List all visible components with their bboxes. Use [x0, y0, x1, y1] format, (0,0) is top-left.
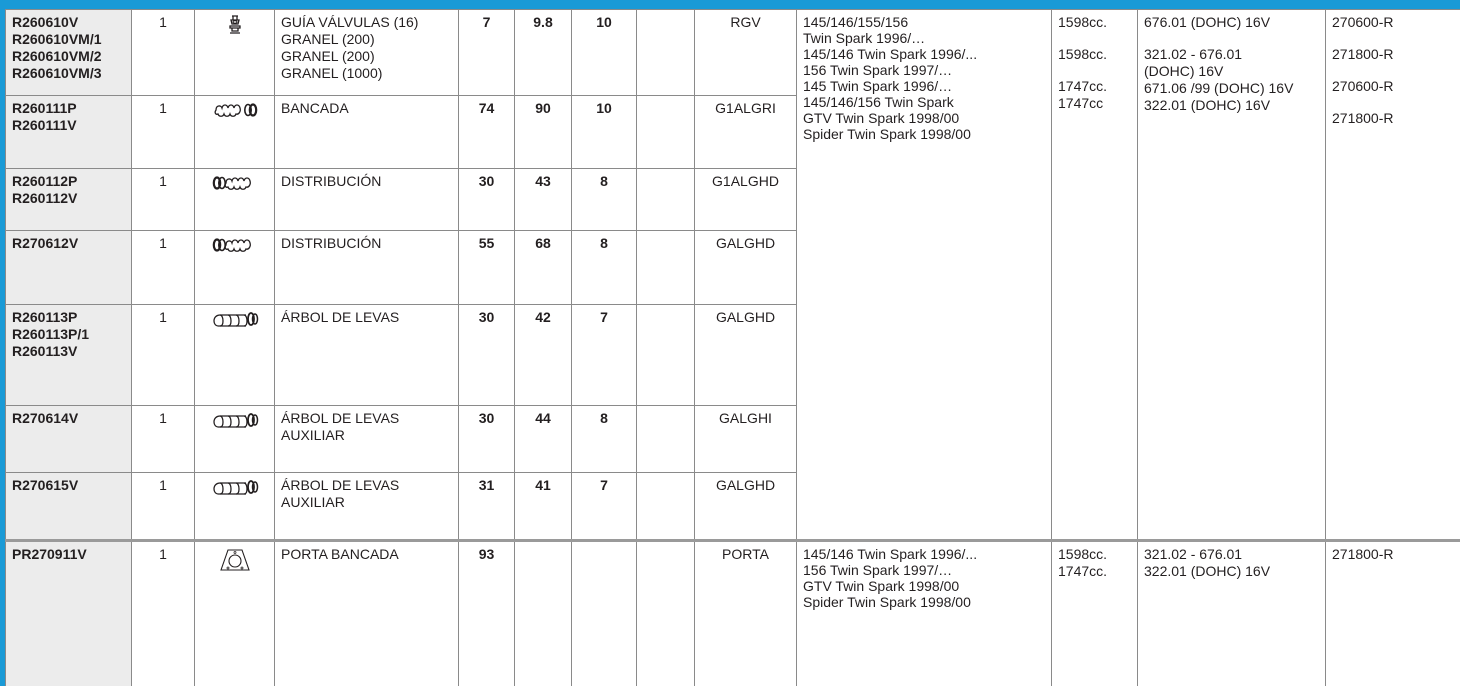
part-description: ÁRBOL DE LEVAS: [281, 410, 400, 426]
dimension-c: 8: [572, 406, 637, 473]
dimension-b: 41: [515, 473, 572, 541]
quantity-cell: 1: [132, 169, 195, 231]
description-cell: [275, 169, 459, 231]
dimension-d: [637, 169, 695, 231]
engine-code: (DOHC) 16V: [1144, 63, 1224, 79]
part-description: GUÍA VÁLVULAS (16): [281, 14, 419, 30]
dimension-b: 44: [515, 406, 572, 473]
timing-bearing-icon: [212, 235, 258, 255]
part-description: DISTRIBUCIÓN: [281, 173, 382, 189]
table-row: [6, 10, 1460, 96]
dimension-b: 90: [515, 96, 572, 169]
dimension-c: [572, 541, 637, 686]
description-cell: [275, 305, 459, 406]
reference-cell: [6, 96, 132, 169]
application-line: 145/146/155/156: [803, 14, 909, 30]
reference-number: R270614V: [12, 410, 79, 426]
camshaft-icon: [211, 477, 259, 497]
dimension-c: 10: [572, 10, 637, 96]
part-code: GALGHD: [695, 231, 797, 305]
part-image-cell: [195, 96, 275, 169]
table-row: [6, 541, 1460, 686]
engine-code: 671.06 /99 (DOHC) 16V: [1144, 80, 1294, 96]
part-image-cell: [195, 169, 275, 231]
dimension-c: 8: [572, 169, 637, 231]
reference-number: R260610V: [12, 14, 79, 30]
application-line: GTV Twin Spark 1998/00: [803, 110, 960, 126]
dimension-d: [637, 541, 695, 686]
dimension-c: 7: [572, 305, 637, 406]
part-description: GRANEL (200): [281, 48, 375, 64]
application-line: Spider Twin Spark 1998/00: [803, 126, 971, 142]
part-description: AUXILIAR: [281, 494, 345, 510]
part-image-cell: [195, 473, 275, 541]
displacement-value: 1747cc.: [1058, 78, 1108, 94]
application-line: 145/146/156 Twin Spark: [803, 94, 954, 110]
engine-cell: [1138, 541, 1326, 686]
quantity-cell: 1: [132, 473, 195, 541]
description-cell: [275, 10, 459, 96]
engine-code: 322.01 (DOHC) 16V: [1144, 97, 1271, 113]
engine-code: 321.02 - 676.01: [1144, 546, 1243, 562]
bearing-holder-icon: [218, 546, 252, 574]
oem-reference: 271800-R: [1332, 46, 1394, 62]
reference-number: R270615V: [12, 477, 79, 493]
part-description: BANCADA: [281, 100, 349, 116]
displacement-value: 1747cc.: [1058, 563, 1108, 579]
displacement-cell: [1052, 10, 1138, 541]
reference-number: R260111P: [12, 100, 77, 116]
dimension-d: [637, 406, 695, 473]
dimension-a: 30: [459, 305, 515, 406]
description-cell: [275, 96, 459, 169]
displacement-value: 1598cc.: [1058, 546, 1108, 562]
application-line: 156 Twin Spark 1997/…: [803, 562, 953, 578]
reference-number: R270612V: [12, 235, 79, 251]
application-line: 156 Twin Spark 1997/…: [803, 62, 953, 78]
part-description: ÁRBOL DE LEVAS: [281, 477, 400, 493]
dimension-a: 55: [459, 231, 515, 305]
reference-number: R260112P: [12, 173, 78, 189]
dimension-a: 93: [459, 541, 515, 686]
dimension-c: 8: [572, 231, 637, 305]
dimension-d: [637, 231, 695, 305]
oem-cell: [1326, 10, 1460, 541]
application-line: Spider Twin Spark 1998/00: [803, 594, 971, 610]
displacement-value: 1598cc.: [1058, 46, 1108, 62]
description-cell: [275, 473, 459, 541]
dimension-b: 68: [515, 231, 572, 305]
oem-reference: 271800-R: [1332, 110, 1394, 126]
camshaft-icon: [211, 309, 259, 329]
part-code: G1ALGHD: [695, 169, 797, 231]
part-description: GRANEL (1000): [281, 65, 383, 81]
part-description: DISTRIBUCIÓN: [281, 235, 382, 251]
quantity-cell: 1: [132, 231, 195, 305]
application-line: Twin Spark 1996/…: [803, 30, 926, 46]
reference-cell: [6, 473, 132, 541]
reference-cell: [6, 305, 132, 406]
dimension-b: 43: [515, 169, 572, 231]
parts-table: [5, 9, 1460, 686]
main-bearing-icon: [212, 100, 258, 120]
quantity-cell: 1: [132, 406, 195, 473]
reference-cell: [6, 541, 132, 686]
part-description: ÁRBOL DE LEVAS: [281, 309, 400, 325]
parts-catalog-frame: [5, 9, 1460, 686]
reference-cell: [6, 169, 132, 231]
quantity-cell: 1: [132, 541, 195, 686]
oem-cell: [1326, 541, 1460, 686]
engine-code: 676.01 (DOHC) 16V: [1144, 14, 1271, 30]
part-image-cell: [195, 406, 275, 473]
part-code: GALGHI: [695, 406, 797, 473]
part-code: G1ALGRI: [695, 96, 797, 169]
part-code: GALGHD: [695, 473, 797, 541]
camshaft-icon: [211, 410, 259, 430]
engine-code: 322.01 (DOHC) 16V: [1144, 563, 1271, 579]
reference-number: R260112V: [12, 190, 78, 206]
description-cell: [275, 541, 459, 686]
reference-number: R260111V: [12, 117, 77, 133]
displacement-value: 1747cc: [1058, 95, 1104, 111]
displacement-value: 1598cc.: [1058, 14, 1108, 30]
dimension-d: [637, 96, 695, 169]
description-cell: [275, 231, 459, 305]
oem-reference: 270600-R: [1332, 14, 1394, 30]
dimension-b: [515, 541, 572, 686]
reference-number: R260113P/1: [12, 326, 90, 342]
reference-number: R260610VM/3: [12, 65, 102, 81]
quantity-cell: 1: [132, 305, 195, 406]
dimension-b: 42: [515, 305, 572, 406]
quantity-cell: 1: [132, 96, 195, 169]
reference-number: PR270911V: [12, 546, 87, 562]
dimension-a: 31: [459, 473, 515, 541]
dimension-b: 9.8: [515, 10, 572, 96]
oem-reference: 270600-R: [1332, 78, 1394, 94]
dimension-d: [637, 305, 695, 406]
dimension-c: 10: [572, 96, 637, 169]
description-cell: [275, 406, 459, 473]
dimension-a: 74: [459, 96, 515, 169]
dimension-a: 30: [459, 169, 515, 231]
timing-bearing-icon: [212, 173, 258, 193]
part-code: PORTA: [695, 541, 797, 686]
engine-cell: [1138, 10, 1326, 541]
application-line: 145/146 Twin Spark 1996/...: [803, 546, 978, 562]
reference-number: R260610VM/1: [12, 31, 102, 47]
valve-guide-icon: [225, 14, 245, 36]
dimension-d: [637, 473, 695, 541]
reference-number: R260113V: [12, 343, 78, 359]
reference-cell: [6, 10, 132, 96]
part-code: RGV: [695, 10, 797, 96]
dimension-c: 7: [572, 473, 637, 541]
part-image-cell: [195, 541, 275, 686]
displacement-cell: [1052, 541, 1138, 686]
reference-cell: [6, 231, 132, 305]
part-description: PORTA BANCADA: [281, 546, 399, 562]
part-image-cell: [195, 305, 275, 406]
dimension-a: 30: [459, 406, 515, 473]
dimension-d: [637, 10, 695, 96]
part-description: AUXILIAR: [281, 427, 345, 443]
reference-number: R260610VM/2: [12, 48, 102, 64]
application-line: GTV Twin Spark 1998/00: [803, 578, 960, 594]
reference-number: R260113P: [12, 309, 78, 325]
application-line: 145/146 Twin Spark 1996/...: [803, 46, 978, 62]
part-image-cell: [195, 10, 275, 96]
reference-cell: [6, 406, 132, 473]
engine-code: 321.02 - 676.01: [1144, 46, 1243, 62]
part-image-cell: [195, 231, 275, 305]
dimension-a: 7: [459, 10, 515, 96]
application-line: 145 Twin Spark 1996/…: [803, 78, 953, 94]
application-cell: [797, 541, 1052, 686]
part-description: GRANEL (200): [281, 31, 375, 47]
part-code: GALGHD: [695, 305, 797, 406]
oem-reference: 271800-R: [1332, 546, 1394, 562]
application-cell: [797, 10, 1052, 541]
quantity-cell: 1: [132, 10, 195, 96]
